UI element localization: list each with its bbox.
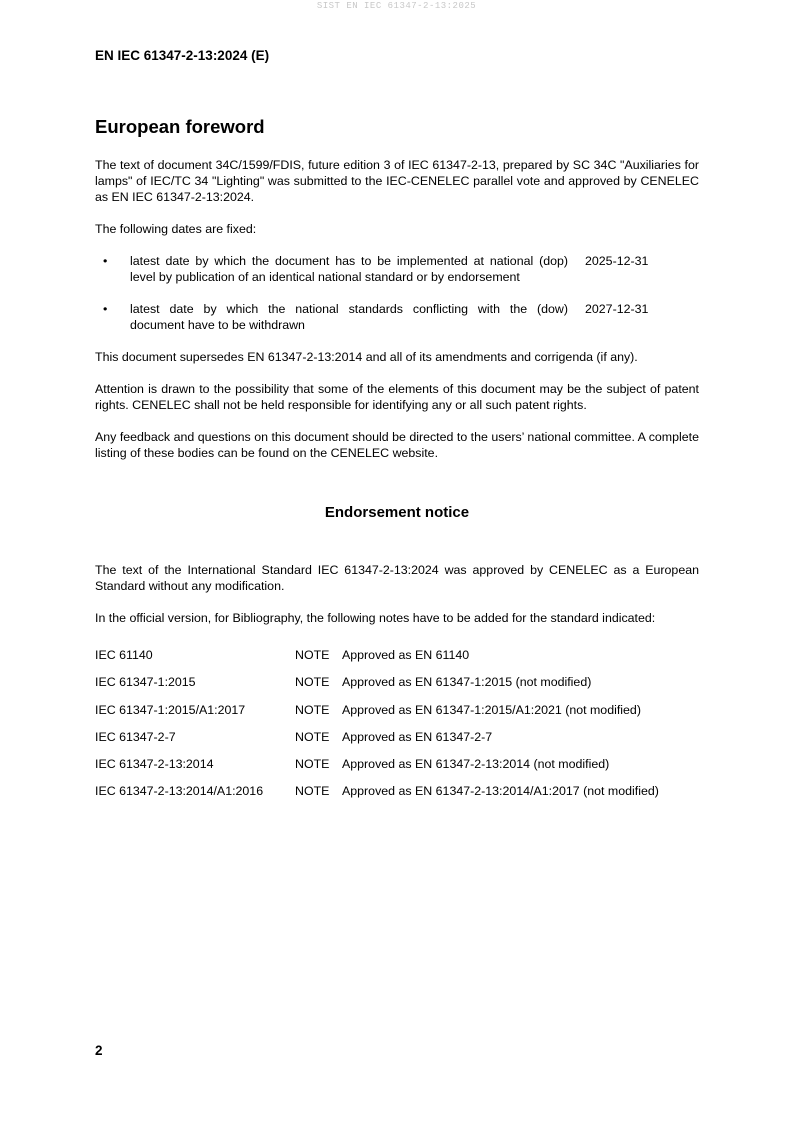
patent-statement: Attention is drawn to the possibility that some of the elements of this document may be the subject of patent rights. CENELEC shall not be held responsible for identifying any or all such patent rights. — [95, 382, 699, 412]
date-item-line1: latest date by which the document has to be implemented at national (dop) — [130, 254, 568, 268]
supersedes-statement: This document supersedes EN 61347-2-13:2014 and all of its amendments and corrigenda (if any). — [95, 350, 638, 364]
note-label: NOTE — [295, 675, 330, 690]
note-label: NOTE — [295, 784, 330, 799]
approved-as: Approved as EN 61347-1:2015/A1:2021 (not modified) — [342, 702, 641, 717]
bibliography-intro: In the official version, for Bibliography, the following notes have to be added for the standard indicated: — [95, 611, 656, 625]
bibliography-notes-table — [95, 648, 659, 812]
standard-ref: IEC 61347-2-13:2014 — [95, 757, 214, 772]
approved-as: Approved as EN 61140 — [342, 648, 470, 662]
endorsement-title: Endorsement notice — [324, 504, 470, 521]
watermark: SIST EN IEC 61347-2-13:2025 — [316, 1, 477, 11]
table-row — [95, 757, 659, 784]
table-row — [95, 703, 659, 730]
foreword-body — [95, 157, 699, 461]
standard-ref: IEC 61347-1:2015/A1:2017 — [95, 702, 246, 717]
dates-intro: The following dates are fixed: — [95, 222, 257, 236]
standard-ref: IEC 61140 — [95, 648, 153, 662]
approved-as: Approved as EN 61347-2-13:2014/A1:2017 (not modified) — [342, 784, 659, 799]
approved-as: Approved as EN 61347-1:2015 (not modified) — [342, 675, 592, 690]
standard-ref: IEC 61347-2-13:2014/A1:2016 — [95, 784, 264, 799]
table-row — [95, 730, 659, 757]
table-row — [95, 675, 659, 702]
date-item-line2: level by publication of an identical national standard or by endorsement — [130, 270, 520, 284]
foreword-intro: The text of document 34C/1599/FDIS, future edition 3 of IEC 61347-2-13, prepared by SC 34C "Auxiliaries for lamps" of IEC/TC 34 "Lighting" was submitted to the IEC-CENELEC parallel vote and approved by CENELEC as EN IEC 61347-2-13:2024. — [95, 158, 699, 204]
document-id-header: EN IEC 61347-2-13:2024 (E) — [95, 48, 270, 63]
foreword-title: European foreword — [95, 116, 265, 137]
page-number: 2 — [95, 1043, 103, 1058]
date-item-text — [130, 253, 568, 285]
date-item-text — [130, 301, 568, 333]
approved-as: Approved as EN 61347-2-13:2014 (not modified) — [342, 757, 610, 772]
date-item-line1: latest date by which the national standards conflicting with the (dow) — [130, 302, 568, 316]
date-item-dop — [95, 253, 699, 285]
date-value: 2027-12-31 — [585, 302, 649, 316]
date-item-line2: document have to be withdrawn — [130, 318, 305, 332]
date-value: 2025-12-31 — [585, 254, 649, 268]
table-row — [95, 784, 659, 811]
endorsement-body — [95, 562, 699, 642]
bullet-mark: • — [103, 254, 108, 268]
feedback-statement: Any feedback and questions on this document should be directed to the users’ national committee. A complete listing of these bodies can be found on the CENELEC website. — [95, 430, 699, 460]
approved-as: Approved as EN 61347-2-7 — [342, 729, 493, 744]
note-label: NOTE — [295, 648, 330, 662]
standard-ref: IEC 61347-2-7 — [95, 729, 176, 744]
table-row — [95, 648, 659, 675]
note-label: NOTE — [295, 757, 330, 772]
note-label: NOTE — [295, 702, 330, 717]
date-item-dow — [95, 301, 699, 333]
standard-ref: IEC 61347-1:2015 — [95, 675, 196, 690]
endorsement-text: The text of the International Standard IEC 61347-2-13:2024 was approved by CENELEC as a European Standard without any modification. — [95, 563, 699, 593]
bullet-mark: • — [103, 302, 108, 316]
note-label: NOTE — [295, 729, 330, 744]
